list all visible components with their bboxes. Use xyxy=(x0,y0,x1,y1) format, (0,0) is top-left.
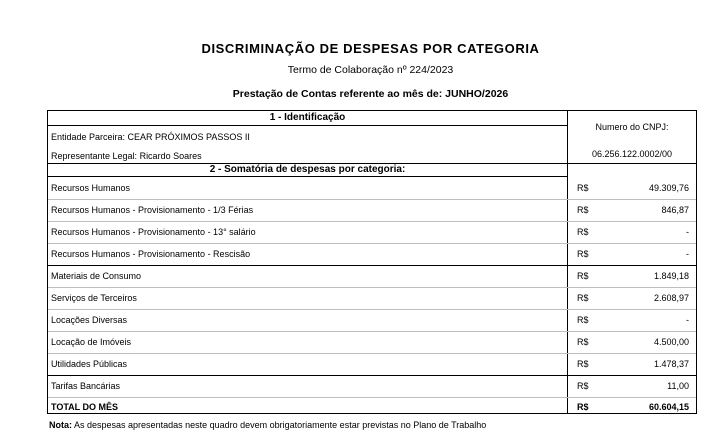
row-divider xyxy=(48,199,696,200)
divider xyxy=(48,125,567,126)
expense-category-label: Recursos Humanos - Provisionamento - 1/3 Férias xyxy=(51,205,254,215)
expense-category-label: Locações Diversas xyxy=(51,315,128,325)
report-title: DISCRIMINAÇÃO DE DESPESAS POR CATEGORIA xyxy=(201,41,540,56)
row-divider xyxy=(48,221,696,222)
term-number: Termo de Colaboração nº 224/2023 xyxy=(287,64,454,76)
expense-value: 49.309,76 xyxy=(648,183,689,193)
currency-symbol: R$ xyxy=(577,359,589,369)
total-currency-symbol: R$ xyxy=(577,402,589,412)
expense-value: 2.608,97 xyxy=(653,293,689,303)
representante-legal: Representante Legal: Ricardo Soares xyxy=(51,151,202,161)
currency-symbol: R$ xyxy=(577,205,589,215)
expense-value: 4.500,00 xyxy=(653,337,689,347)
expense-category-label: Materiais de Consumo xyxy=(51,271,142,281)
row-divider xyxy=(48,309,696,310)
cnpj-label: Numero do CNPJ: xyxy=(595,122,669,132)
total-label: TOTAL DO MÊS xyxy=(51,402,119,412)
divider xyxy=(48,176,567,177)
expense-category-label: Recursos Humanos xyxy=(51,183,131,193)
expense-value: - xyxy=(686,315,689,325)
expense-category-label: Recursos Humanos - Provisionamento - Rescisão xyxy=(51,249,251,259)
reporting-period: Prestação de Contas referente ao mês de: JUNHO/2026 xyxy=(232,88,509,100)
expense-category-label: Tarifas Bancárias xyxy=(51,381,121,391)
expense-value: 11,00 xyxy=(667,381,689,391)
cnpj-value: 06.256.122.0002/00 xyxy=(591,149,673,159)
section-somatoria-header: 2 - Somatória de despesas por categoria: xyxy=(209,164,406,175)
expense-category-label: Recursos Humanos - Provisionamento - 13° salário xyxy=(51,227,256,237)
expense-category-label: Locação de Imóveis xyxy=(51,337,132,347)
row-divider xyxy=(48,397,696,398)
expense-table xyxy=(47,110,697,414)
currency-symbol: R$ xyxy=(577,227,589,237)
expense-value: - xyxy=(686,249,689,259)
section-identificacao-header: 1 - Identificação xyxy=(269,112,346,123)
note-prefix: Nota: xyxy=(49,420,72,430)
entidade-parceira: Entidade Parceira: CEAR PRÓXIMOS PASSOS II xyxy=(51,132,250,142)
divider xyxy=(567,176,568,414)
row-divider xyxy=(48,353,696,354)
expense-category-label: Utilidades Públicas xyxy=(51,359,128,369)
expense-value: 1.849,18 xyxy=(653,271,689,281)
row-divider xyxy=(48,331,696,332)
currency-symbol: R$ xyxy=(577,293,589,303)
currency-symbol: R$ xyxy=(577,381,589,391)
currency-symbol: R$ xyxy=(577,249,589,259)
currency-symbol: R$ xyxy=(577,337,589,347)
footnote xyxy=(49,420,486,430)
expense-value: - xyxy=(686,227,689,237)
row-divider xyxy=(48,265,696,266)
currency-symbol: R$ xyxy=(577,183,589,193)
note-text: As despesas apresentadas neste quadro devem obrigatoriamente estar previstas no Plano de Trabalho xyxy=(74,420,487,430)
row-divider xyxy=(48,287,696,288)
currency-symbol: R$ xyxy=(577,315,589,325)
row-divider xyxy=(48,375,696,376)
expense-value: 846,87 xyxy=(661,205,689,215)
expense-category-label: Serviços de Terceiros xyxy=(51,293,137,303)
row-divider xyxy=(48,243,696,244)
total-value: 60.604,15 xyxy=(648,402,689,412)
currency-symbol: R$ xyxy=(577,271,589,281)
expense-value: 1.478,37 xyxy=(653,359,689,369)
